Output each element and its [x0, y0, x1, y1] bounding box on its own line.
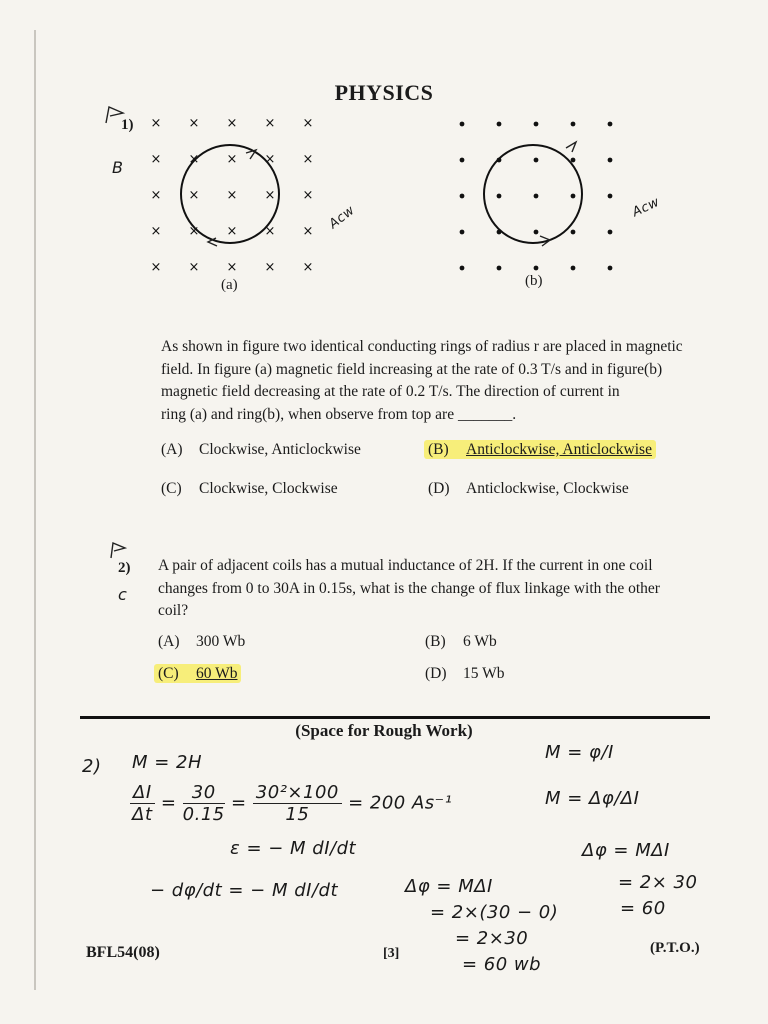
question-2-line-2: changes from 0 to 30A in 0.15s, what is the change of flux linkage with the other — [158, 579, 660, 597]
field-cross-mark: × — [264, 224, 276, 239]
note-acw-b: Acw — [630, 194, 663, 221]
rough-q-number: 2) — [82, 756, 102, 777]
field-dot-mark — [608, 122, 613, 127]
question-1-number: 1) — [121, 117, 134, 133]
field-dot-mark — [534, 194, 539, 199]
paper-code: BFL54(08) — [86, 944, 160, 961]
section-divider — [80, 716, 710, 719]
rough-step-1: = 2×(30 − 0) — [430, 902, 559, 923]
q1-option-a[interactable]: (A) Clockwise, Anticlockwise — [161, 441, 361, 458]
question-1-line-2: field. In figure (a) magnetic field increasing at the rate of 0.3 T/s and in figure(b) — [161, 360, 663, 378]
field-dot-mark — [534, 122, 539, 127]
ring-b-arrow — [566, 142, 576, 152]
page-number: [3] — [383, 946, 400, 961]
field-dot-mark — [460, 194, 465, 199]
field-cross-mark: × — [188, 260, 200, 275]
rough-right-m4: = 2× 30 — [618, 872, 698, 893]
field-cross-mark: × — [226, 260, 238, 275]
field-cross-mark: × — [302, 260, 314, 275]
field-dot-mark — [571, 122, 576, 127]
q2-option-a[interactable]: (A) 300 Wb — [158, 633, 246, 650]
field-dot-mark — [460, 158, 465, 163]
flag-mark-icon — [108, 540, 130, 560]
figure-a-cross-field — [140, 108, 340, 278]
field-dot-mark — [571, 158, 576, 163]
field-dot-mark — [571, 266, 576, 271]
field-cross-mark: × — [264, 116, 276, 131]
field-dot-mark — [608, 266, 613, 271]
field-dot-mark — [571, 194, 576, 199]
question-1-line-4: ring (a) and ring(b), when observe from top are _______. — [161, 405, 517, 423]
field-dot-mark — [460, 266, 465, 271]
question-1-line-1: As shown in figure two identical conducting rings of radius r are placed in magnetic — [161, 338, 683, 355]
figure-a-caption: (a) — [221, 277, 238, 293]
margin-mark-c: c — [118, 585, 128, 604]
field-dot-mark — [497, 266, 502, 271]
flag-mark-icon — [102, 103, 128, 125]
field-dot-mark — [571, 230, 576, 235]
note-acw-a: Acw — [326, 202, 358, 233]
field-dot-mark — [608, 194, 613, 199]
q1-option-d[interactable]: (D) Anticlockwise, Clockwise — [428, 480, 629, 497]
margin-mark-b: B — [112, 158, 124, 177]
field-cross-mark: × — [150, 224, 162, 239]
q2-option-c-highlight: 60 Wb — [196, 665, 238, 682]
question-2-line-3: coil? — [158, 602, 189, 619]
page-title: PHYSICS — [334, 80, 434, 105]
field-cross-mark: × — [302, 152, 314, 167]
please-turn-over: (P.T.O.) — [650, 940, 700, 956]
rough-mutual-inductance: M = 2H — [132, 752, 203, 773]
rough-delta-phi: Δφ = MΔI — [405, 876, 493, 897]
rough-right-m5: = 60 — [620, 898, 666, 919]
rough-emf-equation: ε = − M dI/dt — [230, 838, 357, 859]
rough-right-m1: M = φ/I — [545, 742, 614, 763]
q2-option-c[interactable]: (C) 60 Wb — [158, 665, 241, 683]
field-cross-mark: × — [264, 188, 276, 203]
rough-flux-rate-equation: − dφ/dt = − M dI/dt — [150, 880, 339, 901]
q1-option-b-highlight: Anticlockwise, Anticlockwise — [466, 441, 652, 458]
field-dot-mark — [608, 230, 613, 235]
field-cross-mark: × — [226, 116, 238, 131]
field-cross-mark: × — [150, 188, 162, 203]
field-cross-mark: × — [264, 260, 276, 275]
page-margin-line — [34, 30, 36, 990]
field-cross-mark: × — [188, 188, 200, 203]
field-cross-mark: × — [150, 260, 162, 275]
rough-right-m3: Δφ = MΔI — [582, 840, 670, 861]
question-1-line-3: magnetic field decreasing at the rate of 0.2 T/s. The direction of current in — [161, 383, 620, 400]
field-cross-mark: × — [150, 116, 162, 131]
field-cross-mark: × — [302, 188, 314, 203]
field-cross-mark: × — [226, 188, 238, 203]
field-dot-mark — [534, 230, 539, 235]
q1-option-c[interactable]: (C) Clockwise, Clockwise — [161, 480, 338, 497]
ring-a-arrow — [246, 150, 256, 159]
field-cross-mark: × — [188, 152, 200, 167]
field-cross-mark: × — [226, 152, 238, 167]
question-2-line-1: A pair of adjacent coils has a mutual inductance of 2H. If the current in one coil — [158, 557, 653, 574]
field-dot-mark — [608, 158, 613, 163]
figure-b-caption: (b) — [525, 273, 543, 289]
field-cross-mark: × — [188, 116, 200, 131]
field-dot-mark — [460, 230, 465, 235]
rough-rate-equation: $\frac{\Delta I}{\Delta t}$ = $\frac{30}{0.15}$ = $\frac{\text{30²×100}}{15}$ = 200 As⁻¹ — [130, 782, 452, 825]
rough-right-m2: M = Δφ/ΔI — [545, 788, 640, 809]
question-2-number: 2) — [118, 560, 131, 576]
field-cross-mark: × — [226, 224, 238, 239]
field-cross-mark: × — [302, 224, 314, 239]
field-cross-mark: × — [302, 116, 314, 131]
field-dot-mark — [534, 158, 539, 163]
field-dot-mark — [534, 266, 539, 271]
rough-step-3: = 60 wb — [462, 954, 542, 975]
question-1-text — [161, 336, 683, 426]
figure-b-dot-field — [448, 108, 638, 278]
q1-option-b[interactable]: (B) Anticlockwise, Anticlockwise — [428, 441, 656, 459]
q2-option-d[interactable]: (D) 15 Wb — [425, 665, 505, 682]
q2-option-b[interactable]: (B) 6 Wb — [425, 633, 497, 650]
field-dot-mark — [497, 122, 502, 127]
field-cross-mark: × — [150, 152, 162, 167]
field-cross-mark: × — [264, 152, 276, 167]
rough-work-title: (Space for Rough Work) — [295, 721, 473, 740]
question-2-text — [158, 555, 660, 623]
field-dot-mark — [460, 122, 465, 127]
field-dot-mark — [497, 194, 502, 199]
rough-step-2: = 2×30 — [455, 928, 529, 949]
field-cross-mark: × — [188, 224, 200, 239]
